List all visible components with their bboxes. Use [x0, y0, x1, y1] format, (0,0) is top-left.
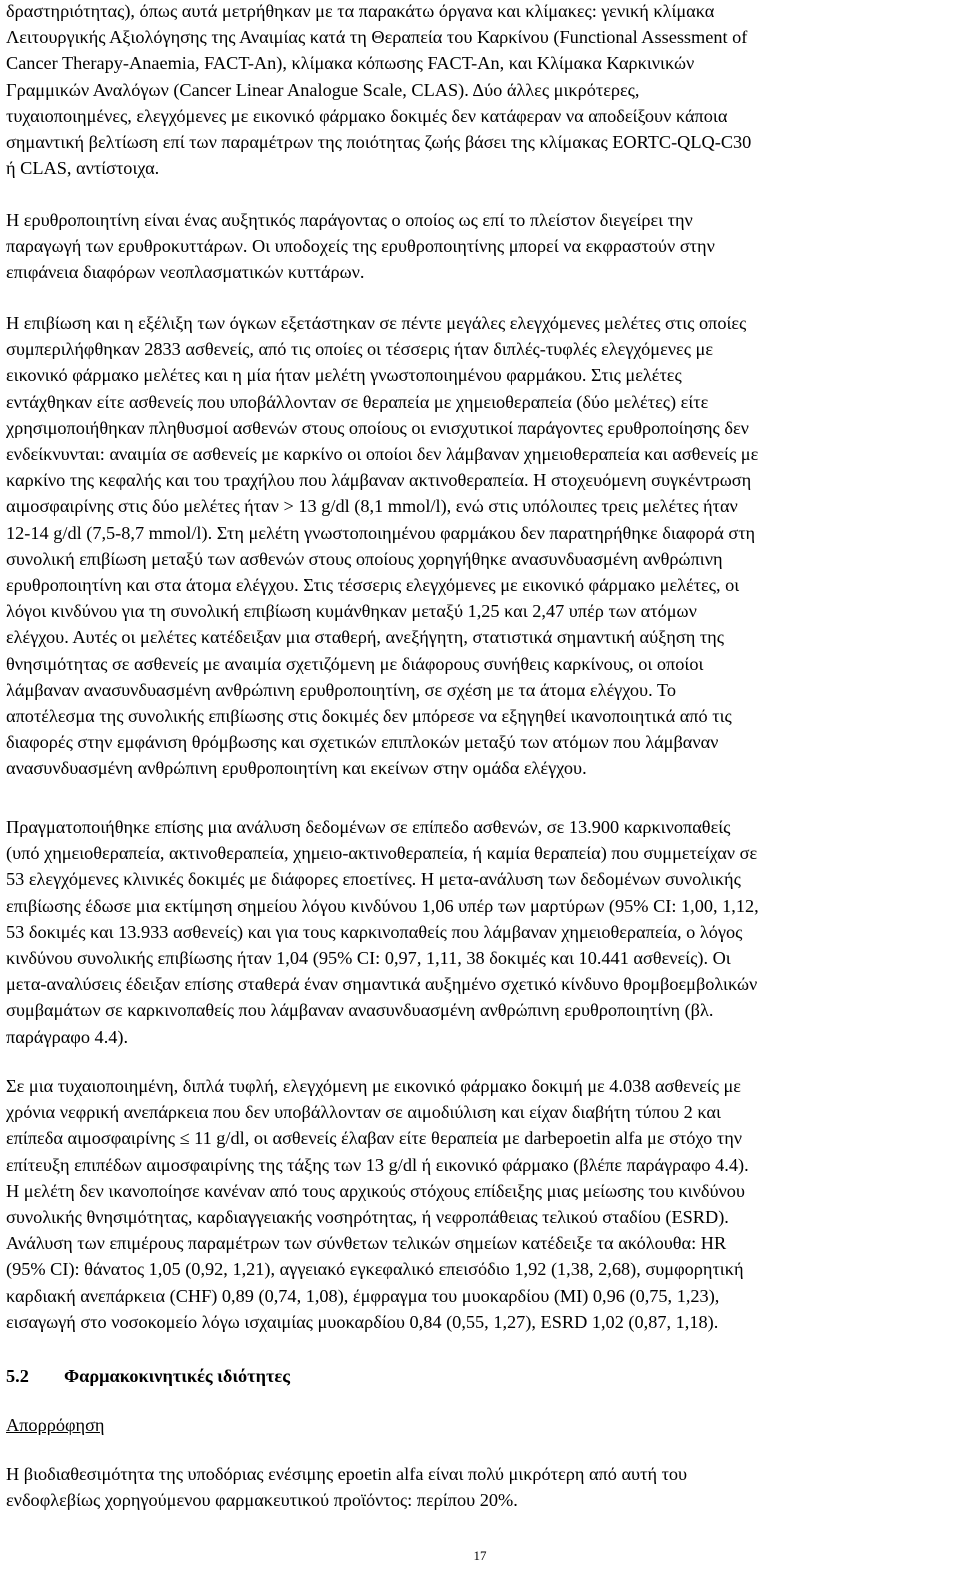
- text-line: Η ερυθροποιητίνη είναι ένας αυξητικός παράγοντας ο οποίος ως επί το πλείστον διεγείρει την: [6, 210, 693, 230]
- text-line: μετα-αναλύσεις έδειξαν επίσης σταθερά έναν σημαντικά αυξημένο σχετικό κίνδυνο θρομβοεμβολικών: [6, 974, 758, 995]
- text-line: ερυθροποιητίνη και στα άτομα ελέγχου. Στις τέσσερις ελεγχόμενες με εικονικό φάρμακο μελέτες, οι: [6, 575, 740, 596]
- text-line: δραστηριότητας), όπως αυτά μετρήθηκαν με τα παρακάτω όργανα και κλίμακες: γενική κλίμακα: [6, 1, 715, 21]
- text-line: επίτευξη επιπέδων αιμοσφαιρίνης της τάξης των 13 g/dl ή εικονικό φάρμακο (βλέπε παράγραφο 4.4).: [6, 1154, 749, 1175]
- text-line: συμβαμάτων σε καρκινοπαθείς που λάμβαναν ανασυνδυασμένη ανθρώπινη ερυθροποιητίνη (βλ.: [6, 1000, 714, 1021]
- paragraph-erythropoietin: [6, 207, 715, 286]
- text-line: αποτέλεσμα της συνολικής επιβίωσης στις δοκιμές δεν μπόρεσε να εξηγηθεί ικανοποιητικά από τις: [6, 706, 732, 727]
- section-heading: [6, 1363, 290, 1389]
- text-line: επίπεδα αιμοσφαιρίνης ≤ 11 g/dl, οι ασθενείς έλαβαν είτε θεραπεία με darbepoetin alfa με στόχο την: [6, 1128, 743, 1149]
- text-line: επιβίωσης έδωσε μια εκτίμηση σημείου λόγου κινδύνου 1,06 υπέρ των μαρτύρων (95% CI: 1,00, 1,12,: [6, 895, 759, 916]
- text-line: τυχαιοποιημένες, ελεγχόμενες με εικονικό φάρμακο δοκιμές δεν κατάφεραν να αποδείξουν κάποια: [6, 105, 728, 126]
- text-line: εντάχθηκαν είτε ασθενείς που υποβάλλονταν σε θεραπεία με χημειοθεραπεία (δύο μελέτες) είτε: [6, 391, 709, 412]
- text-line: συνολική επιβίωση μεταξύ των ασθενών στους οποίους χορηγήθηκε ανασυνδυασμένη ανθρώπινη: [6, 548, 723, 569]
- text-line: εισαγωγή στο νοσοκομείο λόγω ισχαιμίας μυοκαρδίου 0,84 (0,55, 1,27), ESRD 1,02 (0,87, 1,18).: [6, 1311, 719, 1332]
- paragraph-meta-analysis: [6, 814, 759, 1050]
- text-line: ανασυνδυασμένη ανθρώπινη ερυθροποιητίνη και εκείνων στην ομάδα ελέγχου.: [6, 758, 587, 779]
- section-title: Φαρμακοκινητικές ιδιότητες: [64, 1366, 290, 1386]
- text-line: ενδοφλεβίως χορηγούμενου φαρμακευτικού προϊόντος: περίπου 20%.: [6, 1490, 518, 1511]
- text-line: λόγοι κινδύνου για τη συνολική επιβίωση κυμάνθηκαν μεταξύ 1,25 και 2,47 υπέρ των ατόμων: [6, 601, 697, 622]
- paragraph-absorption: [6, 1461, 687, 1513]
- text-line: Γραμμικών Αναλόγων (Cancer Linear Analogue Scale, CLAS). Δύο άλλες μικρότερες,: [6, 79, 640, 100]
- text-line: επιφάνεια διαφόρων νεοπλασματικών κυττάρων.: [6, 262, 365, 283]
- text-line: κινδύνου συνολικής επιβίωσης ήταν 1,04 (95% CI: 0,97, 1,11, 38 δοκιμές και 10.441 ασθενείς). Οι: [6, 948, 731, 969]
- text-line: 53 δοκιμές και 13.933 ασθενείς) και για τους καρκινοπαθείς που λάμβαναν χημειοθεραπεία, ο λόγος: [6, 921, 743, 942]
- text-line: σημαντική βελτίωση επί των παραμέτρων της ποιότητας ζωής βάσει της κλίμακας EORTC-QLQ-C30: [6, 132, 752, 153]
- text-line: καρκίνο της κεφαλής και του τραχήλου που λάμβαναν ακτινοθεραπεία. Η στοχευόμενη συγκέντρωση: [6, 470, 752, 491]
- text-line: συμπεριλήφθηκαν 2833 ασθενείς, από τις οποίες οι τέσσερις ήταν διπλές-τυφλές ελεγχόμενες με: [6, 339, 713, 360]
- text-line: 53 ελεγχόμενες κλινικές δοκιμές με διάφορες εποετίνες. Η μετα-ανάλυση των δεδομένων συνολικής: [6, 869, 741, 890]
- text-line: εικονικό φάρμακο μελέτες και η μία ήταν μελέτη γνωστοποιημένου φαρμάκου. Στις μελέτες: [6, 365, 682, 386]
- paragraph-survival-studies: [6, 310, 758, 782]
- text-line: συνολικής θνησιμότητας, καρδιαγγειακής νοσηρότητας, ή νεφροπάθειας τελικού σταδίου (ESRD).: [6, 1207, 729, 1228]
- section-number: 5.2: [6, 1366, 29, 1386]
- text-line: (95% CI): θάνατος 1,05 (0,92, 1,21), αγγειακό εγκεφαλικό επεισόδιο 1,92 (1,38, 2,68), συμφορητική: [6, 1259, 744, 1280]
- text-line: χρόνια νεφρική ανεπάρκεια που δεν υποβάλλονταν σε αιμοδιύλιση και είχαν διαβήτη τύπου 2 και: [6, 1102, 721, 1123]
- text-line: χρησιμοποιήθηκαν πληθυσμοί ασθενών στους οποίους οι ενισχυτικοί παράγοντες ερυθροποίησης δεν: [6, 417, 749, 438]
- text-line: καρδιακή ανεπάρκεια (CHF) 0,89 (0,74, 1,08), έμφραγμα του μυοκαρδίου (MI) 0,96 (0,75, 1,23),: [6, 1285, 720, 1306]
- text-line: λάμβαναν ανασυνδυασμένη ανθρώπινη ερυθροποιητίνη, σε σχέση με τα άτομα ελέγχου. Το: [6, 679, 676, 700]
- paragraph-darbepoetin-trial: [6, 1073, 749, 1335]
- text-line: Η επιβίωση και η εξέλιξη των όγκων εξετάστηκαν σε πέντε μεγάλες ελεγχόμενες μελέτες στις οποίες: [6, 313, 747, 333]
- subsection-heading: Απορρόφηση: [6, 1415, 105, 1435]
- text-line: (υπό χημειοθεραπεία, ακτινοθεραπεία, χημειο-ακτινοθεραπεία, ή καμία θεραπεία) που συμμετείχαν σε: [6, 843, 758, 864]
- text-line: ή CLAS, αντίστοιχα.: [6, 158, 160, 179]
- paragraph-quality-of-life: [6, 0, 751, 181]
- text-line: Η βιοδιαθεσιμότητα της υποδόριας ενέσιμης epoetin alfa είναι πολύ μικρότερη από αυτή του: [6, 1464, 688, 1484]
- text-line: αιμοσφαιρίνης στις δύο μελέτες ήταν > 13 g/dl (8,1 mmol/l), ενώ στις υπόλοιπες τρεις μελέτες ήταν: [6, 496, 738, 517]
- text-line: παραγωγή των ερυθροκυττάρων. Οι υποδοχείς της ερυθροποιητίνης μπορεί να εκφραστούν στην: [6, 236, 715, 257]
- page-number: 17: [473, 1548, 487, 1563]
- text-line: Πραγματοποιήθηκε επίσης μια ανάλυση δεδομένων σε επίπεδο ασθενών, σε 13.900 καρκινοπαθείς: [6, 817, 731, 837]
- text-line: ενδείκνυνται: αναιμία σε ασθενείς με καρκίνο οι οποίοι δεν λάμβαναν χημειοθεραπεία και ασθενείς με: [6, 444, 759, 465]
- text-line: ελέγχου. Αυτές οι μελέτες κατέδειξαν μια σταθερή, ανεξήγητη, στατιστικά σημαντική αύξηση της: [6, 627, 724, 648]
- text-line: Λειτουργικής Αξιολόγησης της Αναιμίας κατά τη Θεραπεία του Καρκίνου (Functional Assessment of: [6, 27, 748, 48]
- text-line: Η μελέτη δεν ικανοποίησε κανέναν από τους αρχικούς στόχους επίδειξης μιας μείωσης του κινδύνου: [6, 1180, 745, 1201]
- text-line: διαφορές στην εμφάνιση θρόμβωσης και σχετικών επιπλοκών μεταξύ των ατόμων που λάμβαναν: [6, 732, 719, 753]
- text-line: θνησιμότητας σε ασθενείς με αναιμία σχετιζόμενη με διάφορους συνήθεις καρκίνους, οι οποίοι: [6, 653, 704, 674]
- text-line: Ανάλυση των επιμέρους παραμέτρων των σύνθετων τελικών σημείων κατέδειξε τα ακόλουθα: HR: [6, 1233, 727, 1254]
- text-line: 12-14 g/dl (7,5-8,7 mmol/l). Στη μελέτη γνωστοποιημένου φαρμάκου δεν παρατηρήθηκε διαφορά στη: [6, 522, 756, 543]
- text-line: Σε μια τυχαιοποιημένη, διπλά τυφλή, ελεγχόμενη με εικονικό φάρμακο δοκιμή με 4.038 ασθενείς με: [6, 1076, 741, 1096]
- text-line: παράγραφο 4.4).: [6, 1026, 129, 1047]
- text-line: Cancer Therapy-Anaemia, FACT-An), κλίμακα κόπωσης FACT-An, και Κλίμακα Καρκινικών: [6, 53, 695, 74]
